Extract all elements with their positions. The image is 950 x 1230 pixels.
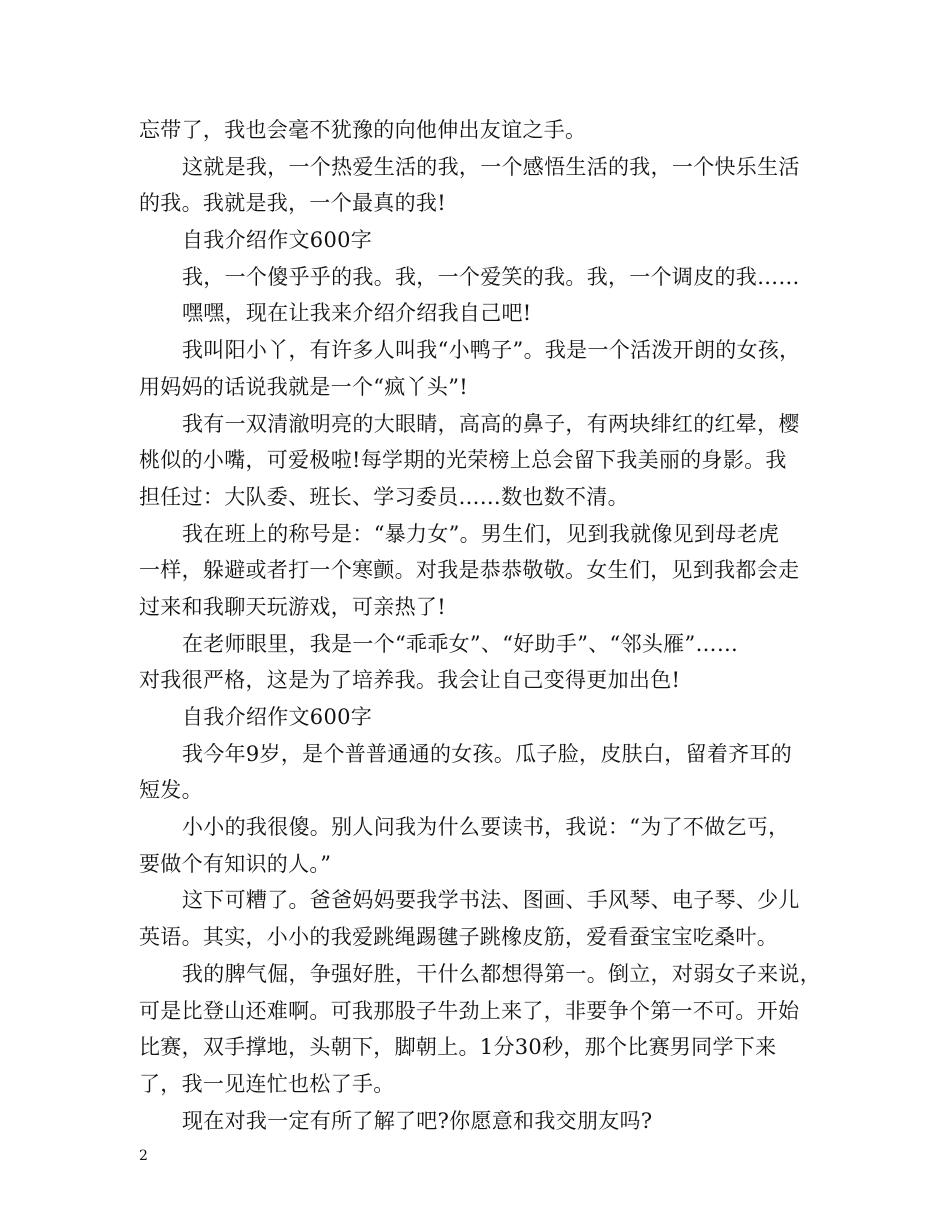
text-line: 在老师眼里，我是一个“乖乖女”、“好助手”、“邻头雁”…… — [182, 631, 739, 656]
text-line: 的我。我就是我，一个最真的我! — [139, 191, 446, 216]
text-line: 用妈妈的话说我就是一个“疯丫头”! — [139, 374, 469, 399]
text-line: 英语。其实，小小的我爱跳绳踢毽子跳橡皮筋，爱看蚕宝宝吃桑叶。 — [139, 925, 778, 950]
page-number: 2 — [139, 1148, 148, 1164]
text-line: 我，一个傻乎乎的我。我，一个爱笑的我。我，一个调皮的我…… — [182, 264, 800, 289]
text-line: 可是比登山还难啊。可我那股子牛劲上来了，非要争个第一不可。开始 — [139, 998, 800, 1023]
text-line: 这下可糟了。爸爸妈妈要我学书法、图画、手风琴、电子琴、少儿 — [182, 888, 800, 913]
text-line: 桃似的小嘴，可爱极啦!每学期的光荣榜上总会留下我美丽的身影。我 — [139, 448, 787, 473]
text-line: 我的脾气倔，争强好胜，干什么都想得第一。倒立，对弱女子来说， — [182, 961, 821, 986]
text-line: 现在对我一定有所了解了吧?你愿意和我交朋友吗? — [182, 1108, 653, 1133]
text-line: 忘带了，我也会毫不犹豫的向他伸出友谊之手。 — [139, 118, 587, 142]
text-line: 我在班上的称号是：“暴力女”。男生们，见到我就像见到母老虎 — [182, 521, 780, 546]
section-heading: 自我介绍作文600字 — [182, 705, 373, 729]
text-line: 比赛，双手撑地，头朝下，脚朝上。1分30秒，那个比赛男同学下来 — [139, 1035, 777, 1060]
text-line: 小小的我很傻。别人问我为什么要读书，我说：“为了不做乞丐， — [182, 815, 790, 840]
text-line: 这就是我，一个热爱生活的我，一个感悟生活的我，一个快乐生活 — [182, 154, 800, 179]
text-line: 对我很严格，这是为了培养我。我会让自己变得更加出色! — [139, 668, 681, 693]
text-line: 短发。 — [139, 778, 203, 803]
text-line: 我有一双清澈明亮的大眼睛，高高的鼻子，有两块绯红的红晕，樱 — [182, 411, 800, 436]
document-body — [139, 112, 819, 1139]
text-line: 过来和我聊天玩游戏，可亲热了! — [139, 594, 446, 619]
text-line: 嘿嘿，现在让我来介绍介绍我自己吧! — [182, 301, 532, 326]
text-line: 担任过：大队委、班长、学习委员……数也数不清。 — [139, 484, 629, 509]
section-heading: 自我介绍作文600字 — [182, 228, 373, 253]
text-line: 了，我一见连忙也松了手。 — [139, 1071, 395, 1096]
text-line: 我今年9岁，是个普普通通的女孩。瓜子脸，皮肤白，留着齐耳的 — [182, 741, 793, 766]
text-line: 我叫阳小丫，有许多人叫我“小鸭子”。我是一个活泼开朗的女孩， — [182, 338, 801, 363]
text-line: 一样，躲避或者打一个寒颤。对我是恭恭敬敬。女生们，见到我都会走 — [139, 558, 800, 583]
text-line: 要做个有知识的人。” — [139, 851, 332, 876]
